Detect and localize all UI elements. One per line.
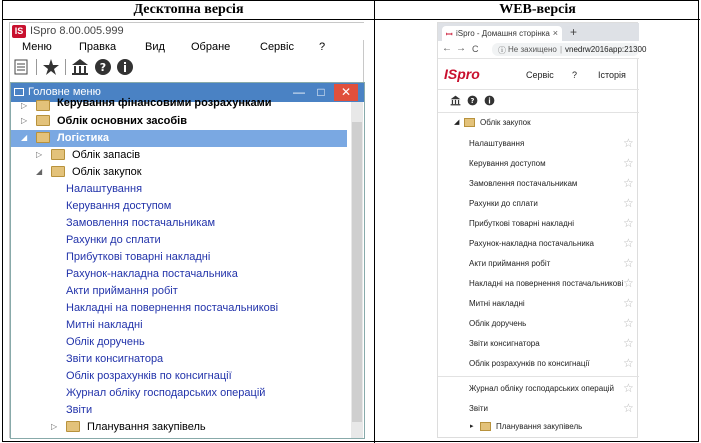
svg-text:?: ? bbox=[470, 96, 475, 105]
url-divider: | bbox=[560, 45, 563, 54]
menu-item[interactable]: Митні накладні ☆ bbox=[469, 296, 634, 310]
close-icon[interactable]: ✕ bbox=[334, 84, 358, 101]
toolbar-divider bbox=[438, 112, 639, 113]
back-icon[interactable]: ← bbox=[442, 43, 452, 54]
menu-item[interactable]: Звіти консигнатора ☆ bbox=[469, 336, 634, 350]
star-icon[interactable]: ☆ bbox=[623, 256, 634, 270]
ispro-logo-icon: IS bbox=[12, 25, 26, 38]
tree-node-logistics[interactable] bbox=[11, 130, 347, 147]
column-divider bbox=[374, 1, 375, 443]
section-title: Облік закупок bbox=[480, 118, 531, 127]
expand-arrow-icon[interactable]: ▸ bbox=[470, 423, 474, 430]
desktop-title-bar bbox=[10, 23, 365, 40]
web-header bbox=[438, 60, 639, 88]
maximize-icon[interactable]: □ bbox=[317, 85, 325, 99]
building-icon[interactable] bbox=[450, 95, 461, 106]
web-caption: WEB-версія bbox=[499, 2, 576, 17]
header-divider bbox=[438, 89, 639, 90]
reload-icon[interactable]: C bbox=[472, 44, 479, 54]
star-icon[interactable] bbox=[42, 58, 60, 76]
tree-node-planning[interactable] bbox=[11, 419, 347, 436]
expand-arrow-icon[interactable]: ▷ bbox=[36, 150, 43, 159]
star-icon[interactable]: ☆ bbox=[623, 236, 634, 250]
menu-item[interactable]: Акти приймання робіт ☆ bbox=[469, 256, 634, 270]
menu-item-view[interactable]: Вид bbox=[145, 41, 165, 53]
tree-node-label: Планування закупівель bbox=[87, 421, 206, 433]
folder-icon bbox=[51, 166, 65, 177]
menu-item[interactable]: Замовлення постачальникам ☆ bbox=[469, 176, 634, 190]
desktop-app bbox=[9, 22, 364, 438]
folder-icon bbox=[36, 132, 50, 143]
menu-item[interactable]: Накладні на повернення постачальникові ☆ bbox=[469, 276, 634, 290]
menu-item-service[interactable]: Сервіс bbox=[260, 41, 294, 53]
document-list-icon[interactable] bbox=[13, 58, 31, 76]
star-icon[interactable]: ☆ bbox=[623, 316, 634, 330]
url-text: vnedrw2016app:21300 bbox=[565, 45, 647, 54]
menu-item[interactable]: Журнал обліку господарських операцій ☆ bbox=[469, 381, 634, 395]
scrollbar-thumb[interactable] bbox=[352, 122, 362, 422]
forward-icon[interactable]: → bbox=[456, 43, 466, 54]
folder-icon bbox=[51, 149, 65, 160]
menu-item[interactable]: Звіти ☆ bbox=[469, 401, 634, 415]
nav-service[interactable]: Сервіс bbox=[526, 70, 554, 80]
browser-tabbar bbox=[438, 23, 639, 41]
ispro-favicon-icon: ꟷ bbox=[446, 30, 453, 39]
folder-icon bbox=[66, 421, 80, 432]
star-icon[interactable]: ☆ bbox=[623, 296, 634, 310]
header-divider bbox=[3, 19, 700, 20]
menu-item[interactable]: Облік розрахунків по консигнації ☆ bbox=[469, 356, 634, 370]
help-icon[interactable] bbox=[94, 58, 112, 76]
ispro-brand-logo[interactable]: ISpro bbox=[444, 66, 480, 82]
folder-icon bbox=[464, 118, 475, 127]
menu-item[interactable]: Рахунки до сплати ☆ bbox=[469, 196, 634, 210]
building-icon[interactable] bbox=[71, 58, 89, 76]
star-icon[interactable]: ☆ bbox=[623, 216, 634, 230]
star-icon[interactable]: ☆ bbox=[623, 156, 634, 170]
window-icon bbox=[14, 88, 24, 96]
web-app bbox=[437, 22, 647, 438]
expand-arrow-icon[interactable]: ▷ bbox=[21, 116, 28, 125]
help-icon[interactable] bbox=[467, 95, 478, 106]
browser-tab[interactable] bbox=[442, 26, 562, 41]
tree-node-label: Керування фінансовими розрахунками bbox=[57, 97, 272, 109]
collapse-arrow-icon[interactable]: ◢ bbox=[36, 167, 43, 176]
window-title: Головне меню bbox=[28, 86, 101, 98]
tree-node-label: Облік запасів bbox=[72, 149, 141, 161]
tab-title: iSpro - Домашня сторінка bbox=[456, 29, 550, 38]
app-title: ISpro 8.00.005.999 bbox=[30, 25, 124, 37]
folder-icon bbox=[36, 115, 50, 126]
expand-arrow-icon[interactable]: ▷ bbox=[21, 101, 28, 110]
main-menu-window: Головне меню — □ ✕ ▷ Керування фінансовими розрахунками ▷ Облік основних засобів ◢ Логістика ▷ Облік запасів ◢ Облік закупок Налаштування Керування доступом Замовлення постачальникам Рахунки до сплати Прибуткові товарні накладні Рахунок-накладна постачальника Акти приймання робіт Накладні на повернення постачальникові Митні накладні Облік доручень Звіти консигнатора Облік розрахунків по консигнації Журнал обліку господарських операцій Звіти ▷ Планування закупівель bbox=[10, 82, 365, 439]
tab-close-icon[interactable]: × bbox=[552, 28, 558, 38]
desktop-caption: Десктопна версія bbox=[133, 2, 244, 17]
browser-address-bar bbox=[438, 41, 647, 59]
menu-item-menu[interactable]: Меню bbox=[22, 41, 52, 53]
list-divider bbox=[438, 376, 639, 377]
tree-node-label: Облік закупок bbox=[72, 166, 142, 178]
star-icon[interactable]: ☆ bbox=[623, 136, 634, 150]
folder-icon bbox=[36, 100, 50, 111]
nav-help[interactable]: ? bbox=[572, 70, 578, 80]
collapse-arrow-icon[interactable]: ◢ bbox=[454, 119, 460, 126]
not-secure-label: Не захищено bbox=[508, 45, 557, 54]
minimize-icon[interactable]: — bbox=[293, 85, 305, 99]
tree-node-inventory[interactable] bbox=[11, 147, 347, 164]
expand-arrow-icon[interactable]: ▷ bbox=[51, 422, 58, 431]
tree-node-label: Облік основних засобів bbox=[57, 115, 187, 127]
info-icon[interactable] bbox=[484, 95, 495, 106]
menu-item-help[interactable]: ? bbox=[319, 41, 326, 53]
menu-item-favorites[interactable]: Обране bbox=[191, 41, 231, 53]
menu-item[interactable]: Облік доручень ☆ bbox=[469, 316, 634, 330]
menu-item[interactable]: Рахунок-накладна постачальника ☆ bbox=[469, 236, 634, 250]
star-icon[interactable]: ☆ bbox=[623, 381, 634, 395]
section-title: Планування закупівель bbox=[496, 422, 583, 431]
svg-text:?: ? bbox=[99, 61, 107, 74]
nav-history[interactable]: Історія bbox=[598, 70, 626, 80]
vertical-scrollbar[interactable] bbox=[351, 102, 363, 438]
tree-node-label: Логістика bbox=[57, 132, 109, 144]
star-icon[interactable]: ☆ bbox=[623, 336, 634, 350]
tree-node-fixed-assets[interactable] bbox=[11, 113, 347, 130]
menu-item[interactable]: Налаштування ☆ bbox=[469, 136, 634, 150]
menu-item[interactable]: Керування доступом ☆ bbox=[469, 156, 634, 170]
info-icon[interactable] bbox=[116, 58, 134, 76]
menu-item[interactable]: Прибуткові товарні накладні ☆ bbox=[469, 216, 634, 230]
star-icon[interactable]: ☆ bbox=[623, 196, 634, 210]
star-icon[interactable]: ☆ bbox=[623, 176, 634, 190]
toolbar-separator bbox=[65, 59, 66, 75]
tree-node-purchasing[interactable] bbox=[11, 164, 347, 181]
star-icon[interactable]: ☆ bbox=[623, 401, 634, 415]
toolbar-separator bbox=[36, 59, 37, 75]
desktop-menubar bbox=[10, 40, 365, 55]
star-icon[interactable]: ☆ bbox=[623, 356, 634, 370]
new-tab-icon[interactable]: + bbox=[570, 25, 578, 39]
folder-icon bbox=[480, 422, 491, 431]
menu-item-edit[interactable]: Правка bbox=[79, 41, 117, 53]
info-icon: ⓘ bbox=[498, 46, 506, 55]
desktop-toolbar bbox=[10, 55, 365, 79]
collapse-arrow-icon[interactable]: ◢ bbox=[21, 133, 28, 142]
star-icon[interactable]: ☆ bbox=[623, 276, 634, 290]
